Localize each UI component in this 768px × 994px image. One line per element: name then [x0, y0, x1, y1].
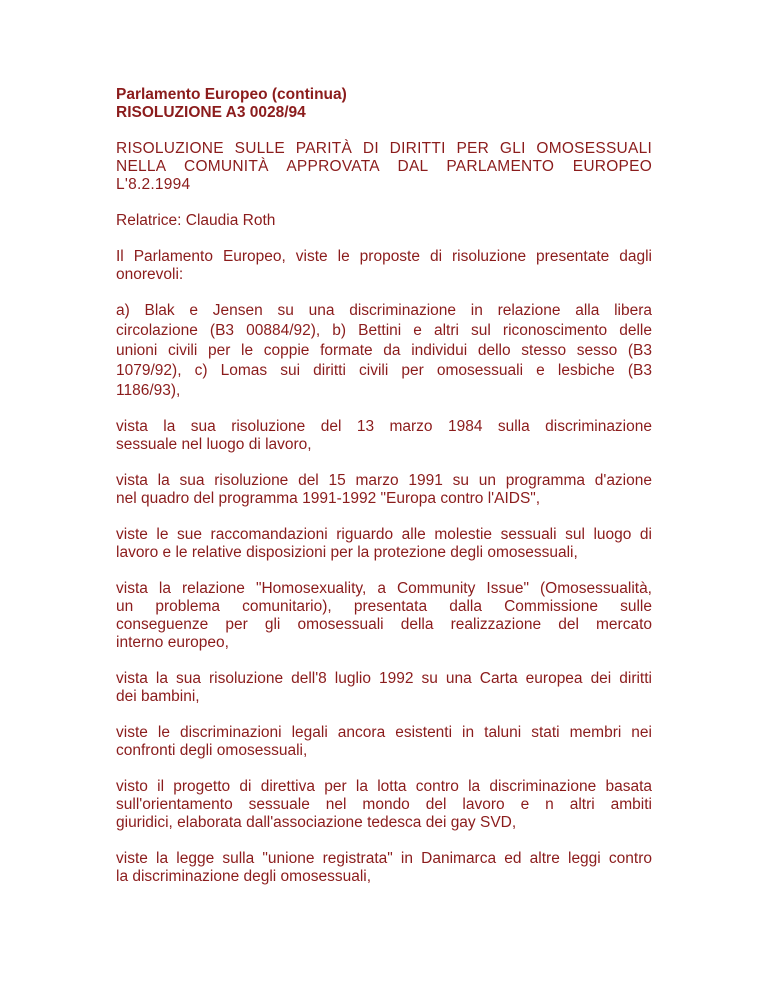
clause-line: viste la legge sulla "unione registrata" in Danimarca ed altre leggi contro	[116, 850, 652, 867]
document-page	[116, 86, 652, 904]
resolution-title-line: RISOLUZIONE SULLE PARITÀ DI DIRITTI PER GLI OMOSESSUALI	[116, 140, 652, 157]
clause-line: giuridici, elaborata dall'associazione tedesca dei gay SVD,	[116, 814, 517, 831]
clause-line: vista la sua risoluzione del 15 marzo 1991 su un programma d'azione	[116, 472, 652, 489]
resolution-title	[116, 140, 652, 194]
proposals-paragraph	[116, 302, 652, 400]
resolution-title-line: L'8.2.1994	[116, 176, 191, 193]
proposals-line: a) Blak e Jensen su una discriminazione in relazione alla libera	[116, 302, 652, 319]
clause-line: vista la relazione "Homosexuality, a Community Issue" (Omosessualità,	[116, 580, 652, 597]
clause-line: viste le sue raccomandazioni riguardo alle molestie sessuali sul luogo di	[116, 526, 652, 543]
clause-line: dei bambini,	[116, 688, 200, 705]
resolution-title-line: NELLA COMUNITÀ APPROVATA DAL PARLAMENTO EUROPEO	[116, 158, 652, 175]
clause-line: nel quadro del programma 1991-1992 "Europa contro l'AIDS",	[116, 490, 541, 507]
clause-line: vista la sua risoluzione dell'8 luglio 1992 su una Carta europea dei diritti	[116, 670, 652, 687]
proposals-line: 1079/92), c) Lomas sui diritti civili per omosessuali e lesbiche (B3	[116, 362, 652, 379]
clause-line: interno europeo,	[116, 634, 229, 651]
clause-paragraph	[116, 472, 652, 508]
clause-paragraph	[116, 724, 652, 760]
proposals-line: 1186/93),	[116, 382, 181, 399]
intro-line: Il Parlamento Europeo, viste le proposte di risoluzione presentate dagli	[116, 248, 652, 265]
clause-line: visto il progetto di direttiva per la lotta contro la discriminazione basata	[116, 778, 652, 795]
clause-line: conseguenze per gli omosessuali della realizzazione del mercato	[116, 616, 652, 633]
clause-line: sull'orientamento sessuale nel mondo del lavoro e n altri ambiti	[116, 796, 652, 813]
clause-line: un problema comunitario), presentata dalla Commissione sulle	[116, 598, 652, 615]
clause-paragraph	[116, 580, 652, 652]
clause-paragraph	[116, 418, 652, 454]
clause-line: la discriminazione degli omosessuali,	[116, 868, 372, 885]
clause-line: viste le discriminazioni legali ancora esistenti in taluni stati membri nei	[116, 724, 652, 741]
proposals-line: circolazione (B3 00884/92), b) Bettini e altri sul riconoscimento delle	[116, 322, 652, 339]
document-subtitle: RISOLUZIONE A3 0028/94	[116, 104, 306, 121]
clause-paragraph	[116, 526, 652, 562]
clause-line: vista la sua risoluzione del 13 marzo 1984 sulla discriminazione	[116, 418, 652, 435]
clause-line: confronti degli omosessuali,	[116, 742, 308, 759]
clause-line: lavoro e le relative disposizioni per la protezione degli omosessuali,	[116, 544, 578, 561]
clause-paragraph	[116, 670, 652, 706]
intro-line: onorevoli:	[116, 266, 184, 283]
clause-paragraph	[116, 778, 652, 832]
intro-paragraph	[116, 248, 652, 284]
clause-line: sessuale nel luogo di lavoro,	[116, 436, 312, 453]
proposals-line: unioni civili per le coppie formate da individui dello stesso sesso (B3	[116, 342, 652, 359]
clause-paragraph	[116, 850, 652, 886]
rapporteur: Relatrice: Claudia Roth	[116, 212, 276, 229]
document-header	[116, 86, 652, 122]
document-title: Parlamento Europeo (continua)	[116, 86, 347, 103]
